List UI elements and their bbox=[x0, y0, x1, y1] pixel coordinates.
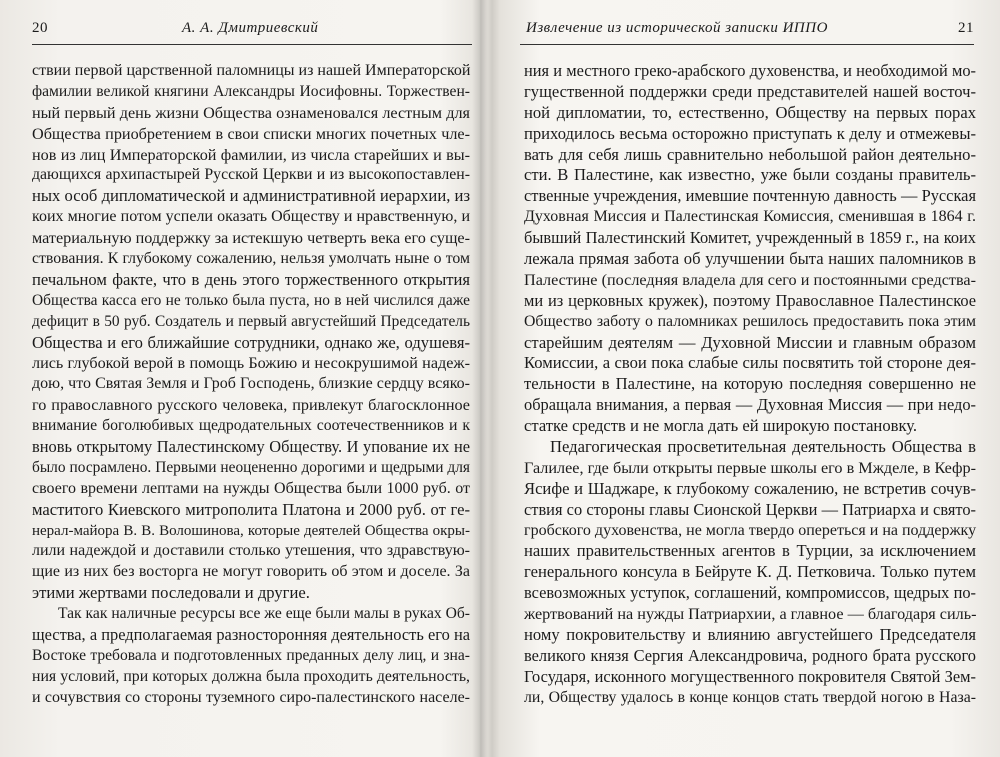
running-head: Извлечение из исторической записки ИППО bbox=[526, 20, 828, 36]
text-line: ственные учреждения, имевшие почтенную давность — Русская bbox=[524, 186, 976, 206]
page-number: 20 bbox=[32, 20, 48, 36]
text-line: своего времени лептами на нужды Общества были 1000 руб. от bbox=[32, 479, 470, 497]
text-line: генерального консула в Бейруте К. Д. Петковича. Только путем bbox=[524, 562, 976, 582]
page-number: 21 bbox=[958, 20, 974, 36]
text-line: лежала прямая забота об улучшении быта наших паломников в bbox=[524, 249, 976, 269]
paragraph-start-line: Так как наличные ресурсы все же еще были малы в руках Об- bbox=[58, 605, 470, 623]
text-line: нов из лиц Императорской фамилии, из числа старейших и вы- bbox=[32, 145, 470, 164]
text-line: Палестине (последняя владела для сего и постоянными средства- bbox=[524, 270, 976, 289]
text-line: ных особ дипломатической и административной иерархии, из bbox=[32, 186, 470, 206]
right-page-text bbox=[524, 61, 976, 709]
text-line: было посрамлено. Первыми неоцененно дорогими и щедрыми для bbox=[32, 458, 470, 476]
text-line: гробского духовенства, не могла твердо опереться и на поддержку bbox=[524, 521, 977, 539]
text-line: старейшим деятелям — Духовной Миссии и главным образом bbox=[524, 332, 976, 352]
text-line: Ясифе и Шаджаре, к глубокому сожалению, не встретив сочув- bbox=[524, 478, 976, 498]
paragraph-end-line: статке средств и не могла дать ей широкую постановку. bbox=[524, 416, 918, 436]
text-line: сти. В Палестине, как известно, уже были созданы правитель- bbox=[524, 165, 976, 185]
text-line: го православного русского человека, привлекут благосклонное bbox=[32, 396, 470, 415]
text-line: Галилее, где были открыты первые школы его в Мжделе, в Кефр- bbox=[524, 458, 976, 477]
text-line: щие из них без восторга не могут говорить об этом и доселе. За bbox=[32, 563, 470, 581]
paragraph-start-line: Педагогическая просветительная деятельность Общества в bbox=[550, 437, 976, 457]
text-line: коих многие потом успели оказать Обществу и нравственную, и bbox=[32, 208, 470, 226]
text-line: дающихся архипастырей Русской Церкви и из высокопоставлен- bbox=[32, 166, 470, 184]
text-line: Востоке требовала и подготовленных преданных делу лиц, и зна- bbox=[32, 646, 470, 664]
text-line: лили надеждой и доставили столько утешения, что здравствую- bbox=[32, 542, 470, 560]
text-line: Общества приобретением в свои списки многих почетных чле- bbox=[32, 124, 470, 143]
text-line: Общества касса его не только была пуста, но в ней числился даже bbox=[32, 291, 470, 309]
text-line: дефицит в 50 руб. Создатель и первый августейший Председатель bbox=[32, 312, 470, 330]
text-line: ли, Обществу удалось в конце концов стать твердой ногою в Наза- bbox=[524, 688, 976, 706]
text-line: маститого Киевского митрополита Платона и 2000 руб. от ге- bbox=[32, 499, 470, 519]
text-line: щества, а предполагаемая разносторонняя деятельность его на bbox=[32, 625, 470, 645]
text-line: лись глубокой верой в помощь Божию и несокрушимой надеж- bbox=[32, 354, 470, 373]
text-line: великого князя Сергия Александровича, родного брата русского bbox=[524, 645, 976, 665]
text-line: Государя, исконного могущественного покровителя Святой Зем- bbox=[524, 666, 976, 686]
text-line: дою, что Святая Земля и Гроб Господень, близкие сердцу всяко- bbox=[32, 375, 470, 393]
text-line: ния и местного греко-арабского духовенства, и необходимой мо- bbox=[524, 61, 976, 80]
text-line: материальную поддержку за истекшую четверть века его суще- bbox=[32, 229, 470, 248]
text-line: нерал-майора В. В. Волошинова, которые деятелей Общества окры- bbox=[32, 522, 470, 539]
text-line: внимание боголюбивых щедродательных соотечественников и к bbox=[32, 417, 470, 435]
text-line: и сочувствия со стороны туземного сиро-палестинского населе- bbox=[32, 688, 470, 706]
text-line: приходилось весьма осторожно приступать к делу и отмежевы- bbox=[524, 123, 976, 143]
text-line: вновь открытому Палестинскому Обществу. И упование их не bbox=[32, 437, 470, 457]
text-line: печальном факте, что в день этого торжественного открытия bbox=[32, 269, 470, 289]
text-line: Общество заботу о паломниках решилось предоставить пока этим bbox=[524, 312, 976, 330]
text-line: бывший Палестинский Комитет, учрежденный в 1859 г., на коих bbox=[524, 228, 976, 248]
text-line: вать для себя лишь сравнительно небольшой район деятельно- bbox=[524, 144, 976, 164]
text-line: ствия со стороны главы Сионской Церкви — Патриарха и свято- bbox=[524, 499, 976, 519]
text-line: ствии первой царственной паломницы из нашей Императорской bbox=[32, 62, 471, 79]
paragraph-end-line: этими жертвами последовали и другие. bbox=[32, 583, 310, 603]
text-line: ствования. К глубокому сожалению, нельзя умолчать ныне о том bbox=[32, 250, 470, 268]
left-page bbox=[0, 0, 480, 757]
text-line: Духовная Миссия и Палестинская Комиссия, сменившая в 1864 г. bbox=[524, 208, 976, 226]
right-page bbox=[490, 0, 1000, 757]
text-line: ми из церковных кружек), поэтому Православное Палестинское bbox=[524, 290, 976, 310]
text-line: ный первый день жизни Общества ознаменовался лестным для bbox=[32, 103, 470, 122]
text-line: Комиссии, а свои пока слабые силы посвятить той стороне дея- bbox=[524, 353, 976, 373]
text-line: ному покровительству и влиянию августейшего Председателя bbox=[524, 625, 976, 645]
running-head: А. А. Дмитриевский bbox=[182, 20, 319, 36]
left-page-header bbox=[32, 20, 472, 45]
text-line: наших правительственных агентов в Турции, за исключением bbox=[524, 541, 976, 561]
text-line: жертвований на нужды Патриархии, а главное — благодаря силь- bbox=[524, 605, 977, 624]
text-line: тельности в Палестине, на которую последняя совершенно не bbox=[524, 374, 976, 394]
text-line: ной дипломатии, то, естественно, Обществу на первых порах bbox=[524, 102, 976, 122]
right-page-header bbox=[520, 20, 974, 45]
text-line: фамилии великой княгини Александры Иосифовны. Торжествен- bbox=[32, 82, 470, 100]
text-line: обращала внимания, а первая — Духовная Миссия — при недо- bbox=[524, 395, 976, 415]
text-line: ния условий, при которых должна была проходить деятельность, bbox=[32, 667, 470, 685]
text-line: гущественной поддержки среди представителей нашей восточ- bbox=[524, 81, 976, 101]
text-line: Общества и его ближайшие сотрудники, однако же, одушевя- bbox=[32, 332, 470, 352]
text-line: всевозможных уступок, соглашений, компромиссов, щедрых по- bbox=[524, 583, 976, 603]
left-page-text bbox=[32, 61, 470, 709]
